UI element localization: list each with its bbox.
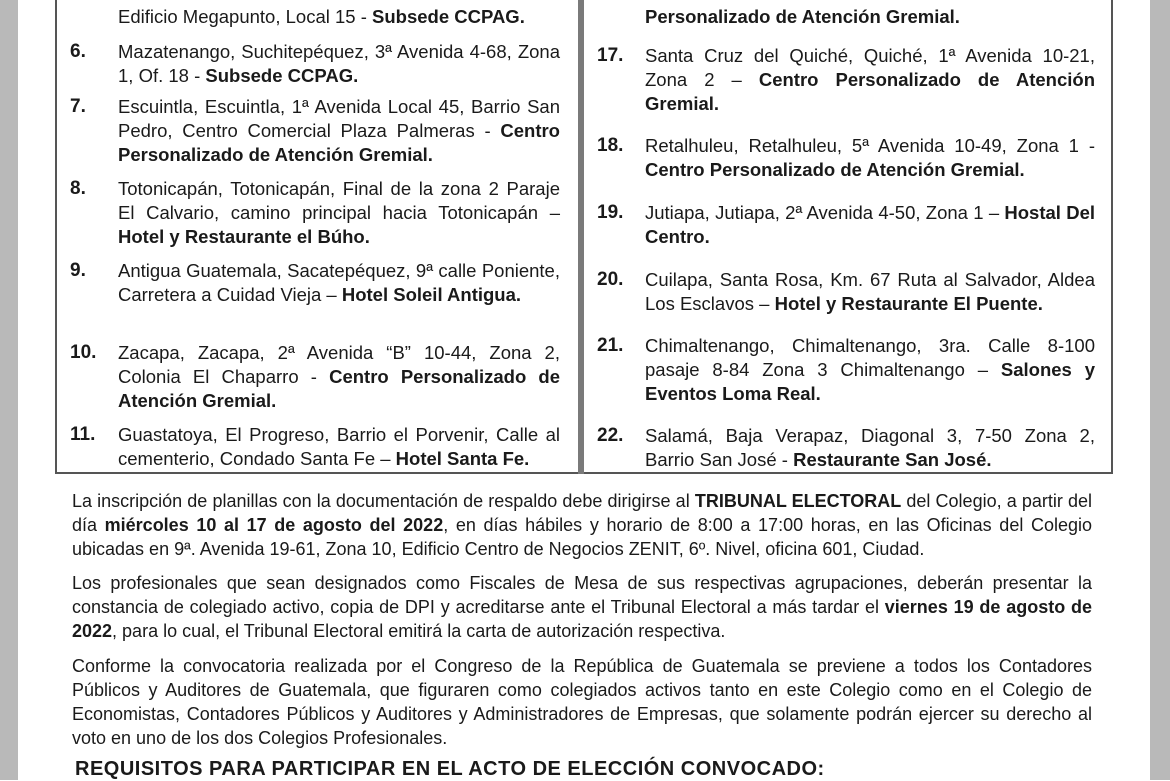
- notice-paragraph: Conforme la convocatoria realizada por el Congreso de la República de Guatemala se previene a todos los Contadores Públicos y Auditores de Guatemala, que figuraren como colegiados activos tanto en este Colegio como en el Colegio de Economistas, Contadores Públicos y Auditores y Administradores de Empresas, que solamente podrán ejercer su derecho al voto en uno de los dos Colegios Profesionales.: [72, 656, 1092, 748]
- entry-text: Escuintla, Escuintla, 1ª Avenida Local 45, Barrio San Pedro, Centro Comercial Plaza Palmeras - Centro Personalizado de Atención Gremial.: [118, 96, 560, 165]
- entry-number: 8.: [70, 178, 86, 199]
- right-top-fragment: [645, 5, 1095, 29]
- entry-number: 19.: [597, 202, 624, 223]
- registration-paragraph: La inscripción de planillas con la documentación de respaldo debe dirigirse al TRIBUNAL ELECTORAL del Colegio, a partir del día miércoles 10 al 17 de agosto del 2022, en días hábiles y horario de 8:00 a 17:00 horas, en las Oficinas del Colegio ubicadas en 9ª. Avenida 19-61, Zona 10, Edificio Centro de Negocios ZENIT, 6º. Nivel, oficina 601, Ciudad.: [72, 491, 1092, 559]
- entry-number: 7.: [70, 96, 86, 117]
- right-top-fragment-bold: Personalizado de Atención Gremial.: [645, 6, 960, 27]
- entry-number: 9.: [70, 260, 86, 281]
- entry-text: Guastatoya, El Progreso, Barrio el Porvenir, Calle al cementerio, Condado Santa Fe – Hotel Santa Fe.: [118, 424, 560, 469]
- left-top-fragment-text: Edificio Megapunto, Local 15 -: [118, 6, 373, 27]
- entry-number: 10.: [70, 342, 97, 363]
- entry-number: 22.: [597, 425, 624, 446]
- column-divider: [578, 0, 584, 474]
- entry-number: 21.: [597, 335, 624, 356]
- fiscales-paragraph: Los profesionales que sean designados como Fiscales de Mesa de sus respectivas agrupaciones, deberán presentar la constancia de colegiado activo, copia de DPI y acreditarse ante el Tribunal Electoral a más tardar el viernes 19 de agosto de 2022, para lo cual, el Tribunal Electoral emitirá la carta de autorización respectiva.: [72, 573, 1093, 641]
- page-edge-right: [1150, 0, 1170, 780]
- entry-number: 6.: [70, 41, 86, 62]
- entry-text: Cuilapa, Santa Rosa, Km. 67 Ruta al Salvador, Aldea Los Esclavos – Hotel y Restaurante El Puente.: [645, 269, 1095, 314]
- entry-number: 17.: [597, 45, 624, 66]
- entry-text: Totonicapán, Totonicapán, Final de la zona 2 Paraje El Calvario, camino principal hacia Totonicapán – Hotel y Restaurante el Búho.: [118, 178, 560, 247]
- entry-text: Antigua Guatemala, Sacatepéquez, 9ª calle Poniente, Carretera a Cuidad Vieja – Hotel Soleil Antigua.: [118, 260, 560, 305]
- left-top-fragment-bold: Subsede CCPAG.: [372, 6, 525, 27]
- entry-text: Zacapa, Zacapa, 2ª Avenida “B” 10-44, Zona 2, Colonia El Chaparro - Centro Personalizado de Atención Gremial.: [118, 342, 561, 411]
- requirements-heading: REQUISITOS PARA PARTICIPAR EN EL ACTO DE ELECCIÓN CONVOCADO:: [75, 758, 825, 780]
- entry-text: Santa Cruz del Quiché, Quiché, 1ª Avenida 10-21, Zona 2 – Centro Personalizado de Atención Gremial.: [645, 45, 1096, 114]
- entry-number: 20.: [597, 269, 624, 290]
- entry-text: Jutiapa, Jutiapa, 2ª Avenida 4-50, Zona 1 – Hostal Del Centro.: [645, 202, 1095, 247]
- entry-number: 11.: [70, 424, 96, 445]
- entry-text: Salamá, Baja Verapaz, Diagonal 3, 7-50 Zona 2, Barrio San José - Restaurante San José.: [645, 425, 1095, 470]
- entry-text: Chimaltenango, Chimaltenango, 3ra. Calle 8-100 pasaje 8-84 Zona 3 Chimaltenango – Salones y Eventos Loma Real.: [645, 335, 1095, 404]
- entry-text: Retalhuleu, Retalhuleu, 5ª Avenida 10-49, Zona 1 - Centro Personalizado de Atención Gremial.: [645, 135, 1095, 180]
- left-top-fragment: [118, 5, 568, 29]
- page-edge-left: [0, 0, 18, 780]
- entry-number: 18.: [597, 135, 624, 156]
- entry-text: Mazatenango, Suchitepéquez, 3ª Avenida 4-68, Zona 1, Of. 18 - Subsede CCPAG.: [118, 41, 560, 86]
